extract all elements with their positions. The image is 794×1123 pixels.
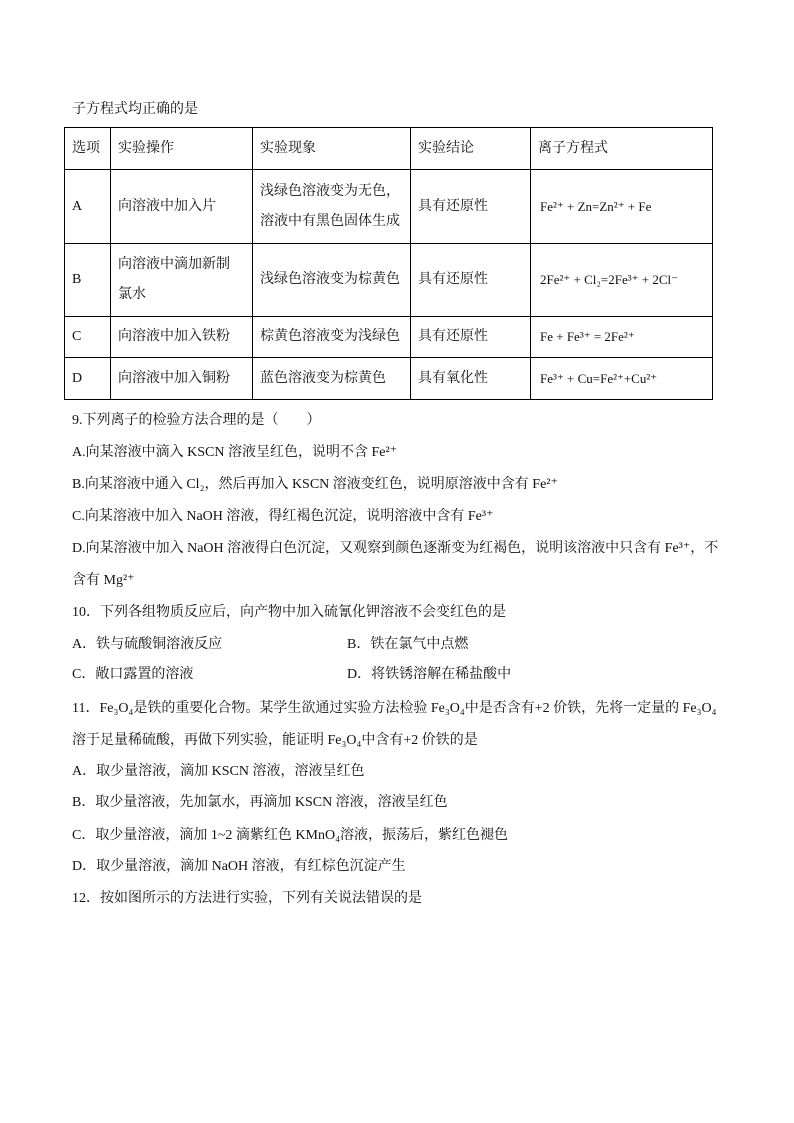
cell-line: 蓝色溶液变为棕黄色 bbox=[260, 370, 386, 386]
option-cell: A bbox=[65, 170, 111, 244]
question-11-stem-line-2: 溶于足量稀硫酸，再做下列实验，能证明 Fe₃O₄中含有+2 价铁的是 bbox=[72, 733, 478, 748]
conclusion-cell: 具有还原性 bbox=[411, 244, 531, 317]
cell-line: 向溶液中加入铜粉 bbox=[118, 370, 230, 386]
operation-cell bbox=[111, 244, 253, 317]
question-9-option-d-continued: 含有 Mg²⁺ bbox=[72, 573, 135, 588]
question-9-stem: 9.下列离子的检验方法合理的是（ ） bbox=[72, 413, 321, 428]
option-cell: C bbox=[65, 317, 111, 358]
question-11-option-c: C．取少量溶液，滴加 1~2 滴紫红色 KMnO₄溶液，振荡后，紫红色褪色 bbox=[72, 828, 508, 843]
table-header-cell: 离子方程式 bbox=[531, 128, 713, 170]
cell-line: 溶液中有黑色固体生成 bbox=[260, 213, 400, 229]
question-11-option-a: A．取少量溶液，滴加 KSCN 溶液，溶液呈红色 bbox=[72, 764, 365, 779]
cell-line: 向溶液中加入铁粉 bbox=[118, 329, 230, 344]
table-header-cell: 实验结论 bbox=[411, 128, 531, 170]
operation-cell bbox=[111, 317, 253, 358]
cell-line: 向溶液中滴加新制 bbox=[118, 257, 230, 272]
table-header-row bbox=[65, 128, 713, 170]
question-11-option-d: D．取少量溶液，滴加 NaOH 溶液，有红棕色沉淀产生 bbox=[72, 859, 406, 874]
question-9-option-c: C.向某溶液中加入 NaOH 溶液，得红褐色沉淀，说明溶液中含有 Fe³⁺ bbox=[72, 509, 494, 524]
table-row bbox=[65, 170, 713, 244]
table-row bbox=[65, 244, 713, 317]
phenomenon-cell bbox=[253, 170, 411, 244]
option-cell: B bbox=[65, 244, 111, 317]
question-11-stem-line-1: 11．Fe₃O₄是铁的重要化合物。某学生欲通过实验方法检验 Fe₃O₄中是否含有+2 价铁，先将一定量的 Fe₃O₄ bbox=[72, 701, 717, 716]
cell-line: 棕黄色溶液变为浅绿色 bbox=[260, 329, 400, 344]
table-row bbox=[65, 317, 713, 358]
table-row bbox=[65, 358, 713, 400]
question-8-stem-tail: 子方程式均正确的是 bbox=[72, 102, 198, 117]
cell-line: 向溶液中加入片 bbox=[118, 198, 216, 214]
question-10-option-d: D．将铁锈溶解在稀盐酸中 bbox=[347, 667, 512, 682]
equation-cell: 2Fe²⁺ + Cl₂=2Fe³⁺ + 2Cl⁻ bbox=[531, 244, 713, 317]
question-9-option-b: B.向某溶液中通入 Cl₂，然后再加入 KSCN 溶液变红色，说明原溶液中含有 Fe²⁺ bbox=[72, 477, 558, 492]
equation-cell: Fe³⁺ + Cu=Fe²⁺+Cu²⁺ bbox=[531, 358, 713, 400]
question-9-option-d: D.向某溶液中加入 NaOH 溶液得白色沉淀，又观察到颜色逐渐变为红褐色，说明该溶液中只含有 Fe³⁺，不 bbox=[72, 541, 719, 556]
question-9-option-a: A.向某溶液中滴入 KSCN 溶液呈红色，说明不含 Fe²⁺ bbox=[72, 445, 398, 460]
cell-line: 氯水 bbox=[118, 287, 146, 302]
question-10-option-c: C．敞口露置的溶液 bbox=[72, 667, 194, 682]
table-header-cell: 实验现象 bbox=[253, 128, 411, 170]
experiment-table bbox=[64, 127, 713, 400]
question-12-stem: 12．按如图所示的方法进行实验，下列有关说法错误的是 bbox=[72, 891, 422, 906]
question-11-option-b: B．取少量溶液，先加氯水，再滴加 KSCN 溶液，溶液呈红色 bbox=[72, 795, 448, 810]
question-10-option-b: B．铁在氯气中点燃 bbox=[347, 637, 469, 652]
phenomenon-cell bbox=[253, 317, 411, 358]
equation-cell: Fe²⁺ + Zn=Zn²⁺ + Fe bbox=[531, 170, 713, 244]
conclusion-cell: 具有还原性 bbox=[411, 317, 531, 358]
conclusion-cell: 具有氧化性 bbox=[411, 358, 531, 400]
cell-line: 浅绿色溶液变为棕黄色 bbox=[260, 272, 400, 287]
operation-cell bbox=[111, 358, 253, 400]
question-10-option-a: A．铁与硫酸铜溶液反应 bbox=[72, 637, 223, 652]
cell-line: 浅绿色溶液变为无色， bbox=[260, 183, 400, 199]
table-header-cell: 实验操作 bbox=[111, 128, 253, 170]
table-header-cell: 选项 bbox=[65, 128, 111, 170]
question-10-stem: 10．下列各组物质反应后，向产物中加入硫氰化钾溶液不会变红色的是 bbox=[72, 605, 506, 620]
operation-cell bbox=[111, 170, 253, 244]
option-cell: D bbox=[65, 358, 111, 400]
phenomenon-cell bbox=[253, 244, 411, 317]
phenomenon-cell bbox=[253, 358, 411, 400]
conclusion-cell: 具有还原性 bbox=[411, 170, 531, 244]
equation-cell: Fe + Fe³⁺ = 2Fe²⁺ bbox=[531, 317, 713, 358]
